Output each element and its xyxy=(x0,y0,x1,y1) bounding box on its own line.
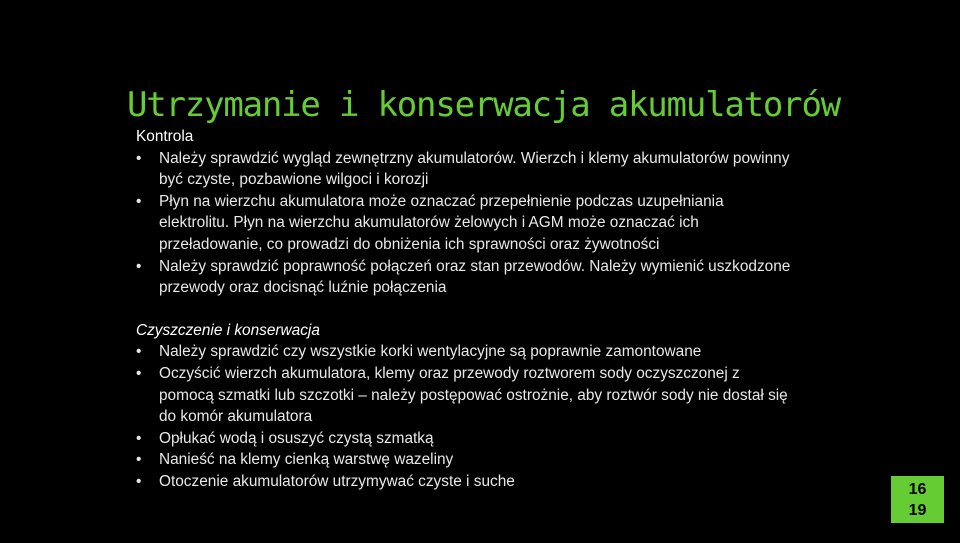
list-item xyxy=(136,363,796,428)
section-kontrola xyxy=(136,126,796,299)
page-number-badge xyxy=(891,476,944,523)
list-item xyxy=(136,471,796,493)
slide-content xyxy=(136,126,796,493)
list-item-text: Opłukać wodą i osuszyć czystą szmatką xyxy=(159,429,434,447)
page-number-line1: 16 xyxy=(908,481,927,498)
bullet-icon: • xyxy=(136,364,142,382)
list-item xyxy=(136,449,796,471)
list-item-text: Oczyścić wierzch akumulatora, klemy oraz przewody roztworem sody oczyszczonej z pomocą szmatki lub szczotki – należy postępować ostrożnie, aby roztwór sody nie dostał się do komór akumulatora xyxy=(159,364,788,426)
bullet-icon: • xyxy=(136,429,142,447)
list-item-text: Otoczenie akumulatorów utrzymywać czyste i suche xyxy=(159,472,515,490)
list-item-text: Należy sprawdzić czy wszystkie korki wentylacyjne są poprawnie zamontowane xyxy=(159,343,702,361)
list-item xyxy=(136,191,796,256)
bullet-icon: • xyxy=(136,149,142,167)
bullet-icon: • xyxy=(136,192,142,210)
list-item xyxy=(136,341,796,363)
bullet-icon: • xyxy=(136,472,142,490)
slide-title: Utrzymanie i konserwacja akumulatorów xyxy=(127,85,840,125)
page-number-line2: 19 xyxy=(908,502,927,519)
bullet-list xyxy=(136,148,796,299)
list-item xyxy=(136,256,796,299)
list-item-text: Należy sprawdzić poprawność połączeń oraz stan przewodów. Należy wymienić uszkodzone przewody oraz docisnąć luźnie połączenia xyxy=(159,257,791,297)
bullet-icon: • xyxy=(136,451,142,469)
bullet-icon: • xyxy=(136,343,142,361)
list-item xyxy=(136,148,796,191)
list-item-text: Płyn na wierzchu akumulatora może oznaczać przepełnienie podczas uzupełniania elektrolitu. Płyn na wierzchu akumulatorów żelowych i AGM może oznaczać ich przeładowanie, co prowadzi do obniżenia ich sprawności oraz żywotności xyxy=(159,192,724,253)
list-item-text: Nanieść na klemy cienką warstwę wazeliny xyxy=(159,451,454,469)
bullet-icon: • xyxy=(136,257,142,275)
section-heading: Kontrola xyxy=(136,128,194,145)
section-heading: Czyszczenie i konserwacja xyxy=(136,321,320,339)
list-item-text: Należy sprawdzić wygląd zewnętrzny akumulatorów. Wierzch i klemy akumulatorów powinny być czyste, pozbawione wilgoci i korozji xyxy=(159,149,790,189)
section-czyszczenie xyxy=(136,320,796,493)
list-item xyxy=(136,428,796,450)
bullet-list xyxy=(136,341,796,492)
